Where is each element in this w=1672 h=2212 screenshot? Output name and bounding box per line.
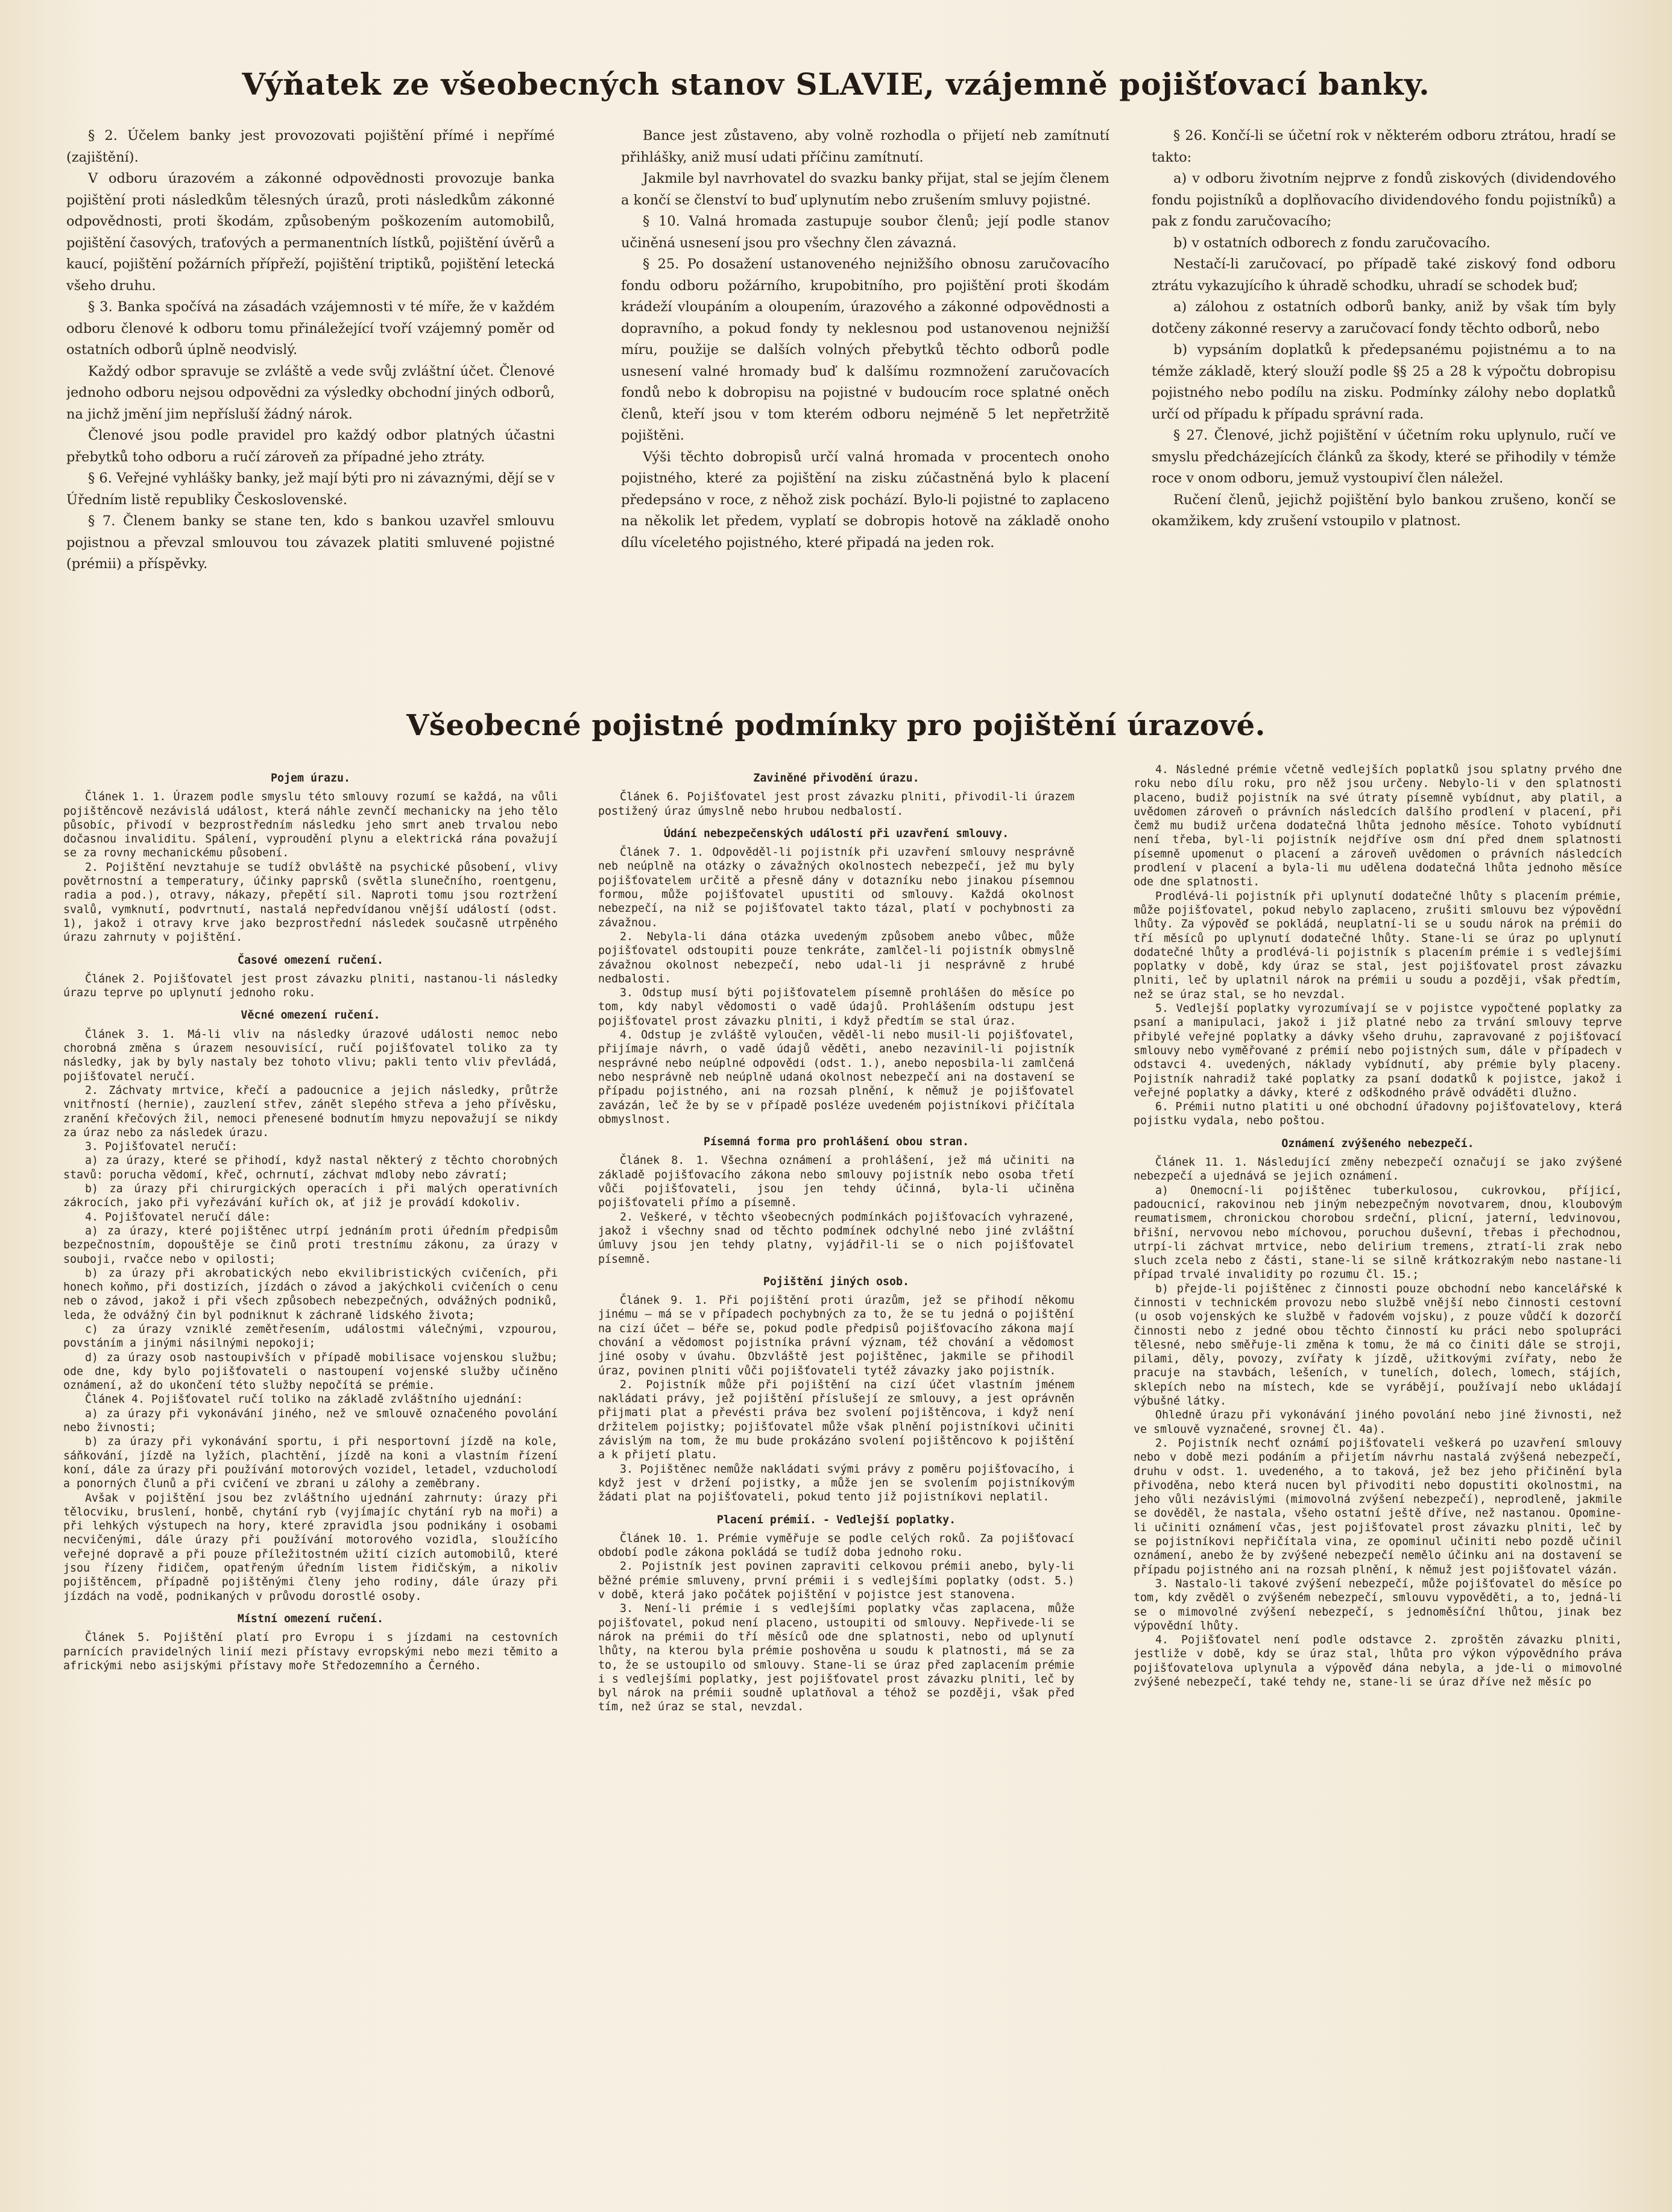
paragraph: 2. Pojištění nevztahuje se tudíž obvláště na psychické působení, vlivy povětrnostní a temperatury, účinky paprsků (světla slunečního, roentgenu, radia a pod.), otravy, nákazy, přepětí sil. Naproti tomu jsou roztržení svalů, vymknutí, podvrtnutí, nastalá nepředvídanou vnější událostí (odst. 1), jakož i otravy krve jako bezprostřední následek současně utrpěného úrazu zahrnuty v pojištění. xyxy=(63,861,558,944)
paragraph: Článek 1. 1. Úrazem podle smyslu této smlouvy rozumí se každá, na vůli pojištěncově nezávislá událost, která náhle zevnčí mechanicky na jeho tělo působíc, přivodí v bezprostředním následku jeho smrt aneb trvalou nebo dočasnou invaliditu. Spálení, vyproudění plynu a elektrická rána považují se za rovny mechanickému působení. xyxy=(63,791,558,860)
paragraph: a) za úrazy, které se přihodí, když nastal některý z těchto chorobných stavů: porucha vědomí, křeč, ochrnutí, záchvat mdloby nebo závratí; xyxy=(63,1154,558,1181)
paragraph: Avšak v pojištění jsou bez zvláštního ujednání zahrnuty: úrazy při tělocviku, bruslení, honbě, chytání ryb (vyjímajíc chytání ryb na moři) a při lehkých výstupech na hory, které zpravidla jsou podnikány i osobami necvičenými, dále úrazy při používání motorového vozidla, sloužícího veřejné dopravě a při pouze příležitostném užití cizích automobilů, které jsou řízeny řidičem, opatřeným úředním listem řidičským, a nikoliv pojištěncem, případně pojištěnými členy jeho rodiny, dále úrazy při jízdách na vodě, podnikaných v průvodu dorostlé osoby. xyxy=(63,1491,558,1603)
paragraph: 3. Pojištěnec nemůže nakládati svými právy z poměru pojišťovacího, i když jest v držení pojistky, a může jen se svolením pojistníkovým žádati plat na pojišťovateli, pokud tento již pojistníkovi neplatil. xyxy=(598,1462,1074,1504)
paragraph: § 6. Veřejné vyhlášky banky, jež mají býti pro ni závaznými, dějí se v Úředním listě republiky Československé. xyxy=(66,470,555,508)
paragraph: § 3. Banka spočívá na zásadách vzájemnosti v té míře, že v každém odboru členové k odboru tomu přináležející tvoří vzájemný poměr od ostatních odborů úplně neodvislý. xyxy=(66,299,555,358)
paragraph: Článek 8. 1. Všechna oznámení a prohlášení, jež má učiniti na základě pojišťovacího zákona nebo smlouvy pojistník nebo osoba třetí vůči pojišťovateli, jsou jen tehdy účinná, byla-li učiněna pojišťovateli přímo a písemně. xyxy=(598,1154,1074,1210)
conditions-title: Všeobecné pojistné podmínky pro pojištění úrazové. xyxy=(406,709,1266,742)
section-heading: Písemná forma pro prohlášení obou stran. xyxy=(703,1136,970,1149)
paragraph: Výši těchto dobropisů určí valná hromada v procentech onoho pojistného, které za pojištění na zisku zúčastněná bylo k placení předepsáno v roce, z něhož zisk pochází. Bylo-li pojistné to zaplaceno na několik let předem, vyplatí se dobropis hotově na základě onoho dílu víceletého pojistného, které připadá na jeden rok. xyxy=(621,449,1109,551)
paragraph: Článek 11. 1. Následující změny nebezpečí označují se jako zvýšené nebezpečí a ujednává se jejich oznámení. xyxy=(1134,1156,1622,1183)
paragraph: 2. Veškeré, v těchto všeobecných podmínkách pojišťovacích vyhrazené, jakož i všechny snad od těchto podmínek odchylné nebo jiné zvláštní úmluvy jsou jen tehdy platny, vyjádřil-li se o nich pojišťovatel písemně. xyxy=(598,1210,1074,1266)
paragraph: § 25. Po dosažení ustanoveného nejnižšího obnosu zaručovacího fondu odboru požárního, krupobitního, pro pojištění proti škodám krádeží vloupáním a oloupením, úrazového a zákonné odpovědnosti a dopravního, a pokud fondy ty neklesnou pod ustanovenou nejnižší míru, použije se dalších volných přebytků těchto odborů podle usnesení valné hromady buď k dalšímu rozmnožení zaručovacích fondů nebo k dobropisu na pojistné v budoucím roce splatné oněch členů, kteří jsou v tom kterém odboru nejméně 5 let nepřetržitě pojištěni. xyxy=(621,256,1109,443)
paragraph: V odboru úrazovém a zákonné odpovědnosti provozuje banka pojištění proti následkům tělesných úrazů, proti následkům zákonné odpovědnosti, proti škodám, způsobeným poškozením automobilů, pojištění časových, traťových a permanentních lístků, pojištění úvěrů a kaucí, pojištění požárních přípřeží, pojištění triptiků, pojištění letecká všeho druhu. xyxy=(66,171,555,294)
section-heading: Pojem úrazu. xyxy=(270,772,351,785)
paragraph: a) zálohou z ostatních odborů banky, aniž by však tím byly dotčeny zákonné reservy a zaručovací fondy těchto odborů, nebo xyxy=(1152,299,1616,337)
paragraph: 4. Následné prémie včetně vedlejších poplatků jsou splatny prvého dne roku nebo dílu roku, pro něž jsou určeny. Nebylo-li v den splatnosti placeno, budiž pojistník na své útraty písemně vybídnut, aby platil, a uvědomen zároveň o právních následcích dalšího prodlení v placení, při čemž mu budiž určena dodatečná lhůta jednoho měsíce. Tohoto vybídnutí není třeba, byl-li pojistník nejdříve osm dní před dnem splatnosti písemně upomenut o placení a zároveň uvědomen o právních následcích prodlení v placení a byla-li mu udělena dodatečná lhůta jednoho měsíce ode dne splatnosti. xyxy=(1134,763,1622,889)
paragraph: 2. Pojistník nechť oznámí pojišťovateli veškerá po uzavření smlouvy nebo v době mezi podáním a přijetím návrhu nastalá zvýšená nebezpečí, druhu v odst. 1. uvedeného, a to taková, jež bez jeho přičinění byla přivoděna, nebo která nucen byl přivoditi nebo dopustiti okolnostmi, na jeho vůli nezávislými (mimovolná zvýšení nebezpečí), neprodleně, jakmile se dověděl, že nastala, všeho ostatní ještě dříve, než nastanou. Opomine-li učiniti oznámení včas, jest pojišťovatel prost závazku plniti, leč by se pojistníkovi nepřičítala vina, ze opominul učiniti nebo pozdě učinil oznámení, anebo že by zvýšené nebezpečí nemělo účinku ani na dostavení se případu pojistného ani na rozsah plnění, k němuž jest pojišťovatel vázán. xyxy=(1134,1436,1622,1576)
paragraph: a) za úrazy, které pojištěnec utrpí jednáním proti úředním předpisům bezpečnostním, dopouštěje se činů proti trestnímu zákonu, za úrazy v souboji, rvačce nebo v opilosti; xyxy=(63,1224,558,1266)
paragraph: 6. Prémii nutno platiti u oné obchodní úřadovny pojišťovatelovy, která pojistku vydala, nebo poštou. xyxy=(1134,1101,1622,1128)
conditions-column-1 xyxy=(63,763,558,2192)
paragraph: 3. Odstup musí býti pojišťovatelem písemně prohlášen do měsíce po tom, kdy nabyl vědomosti o vadě údajů. Prohlášením odstupu jest pojišťovatel prost závazku plniti, i když předtím se stal úraz. xyxy=(598,987,1074,1028)
section-heading: Časové omezení ručení. xyxy=(237,953,384,967)
paragraph: Článek 9. 1. Při pojištění proti úrazům, jež se přihodí někomu jinému — má se v případech pochybných za to, že se tu jedná o pojištění na cizí účet — béře se, pokud podle předpisů pojišťovacího zákona mají chování a vědomost pojistníka právní význam, též chování a vědomost jiné osoby v úvahu. Obzvláště jest pojištěnec, jakmile se přihodil úraz, povinen plniti vůči pojišťovateli tytéž závazky jako pojistník. xyxy=(598,1294,1074,1377)
paragraph: 4. Pojišťovatel neručí dále: xyxy=(85,1210,271,1224)
paragraph: b) vypsáním doplatků k předepsanému pojistnému a to na témže základě, který slouží podle §§ 25 a 28 k výpočtu dobropisu pojistného nebo podílu na zisku. Podmínky zálohy nebo doplatků určí od případu k případu správní rada. xyxy=(1152,342,1616,422)
paragraph: b) přejde-li pojištěnec z činnosti pouze obchodní nebo kancelářské k činnosti v technickém provozu nebo službě vnější nebo činnosti cestovní (u osob vojenských ke službě v řadovém vojsku), z pouze vůdčí k dozorčí činnosti nebo z jedné obou těchto činností ku práci nebo spolupráci tělesné, nebo směřuje-li změna k tomu, že má co činiti dále se stroji, pilami, děly, povozy, zvířaty k jízdě, užitkovými zvířaty, nebo že pracuje na stavbách, lešeních, v tunelích, dolech, lomech, stájích, sklepích nebo na místech, kde se vyrábějí, používají nebo ukládají výbušné látky. xyxy=(1134,1282,1622,1408)
section-heading: Věcné omezení ručení. xyxy=(241,1009,380,1022)
paragraph: 5. Vedlejší poplatky vyrozumívají se v pojistce vypočtené poplatky za psaní a manipulaci, jakož i již platné nebo za trvání smlouvy teprve přibylé veřejné poplatky a dávky všeho druhu, zapravované z pojišťovací smlouvy nebo vyměřované z prémií nebo pojistných sum, dále v případech v odstavci 4. uvedených, náklady vybídnutí, aby prémie byly placeny. Pojistník nahradiž také poplatky za psaní dodatků k pojistce, jakož i veřejné poplatky a dávky, které z odškodného právě odváděti dlužno. xyxy=(1134,1002,1622,1099)
section-heading: Místní omezení ručení. xyxy=(237,1612,384,1625)
paragraph: a) v odboru životním nejprve z fondů ziskových (dividendového fondu pojistníků a doplňovacího dividendového fondu pojistníků) a pak z fondu zaručovacího; xyxy=(1152,171,1616,229)
paragraph: Článek 4. Pojišťovatel ručí toliko na základě zvláštního ujednání: xyxy=(85,1393,523,1406)
paragraph: 3. Pojišťovatel neručí: xyxy=(85,1140,238,1154)
conditions-column-3 xyxy=(1134,763,1622,2192)
section-heading: Zaviněné přivodění úrazu. xyxy=(753,772,920,785)
paragraph: Článek 6. Pojišťovatel jest prost závazku plniti, přivodil-li úrazem postižený úraz úmyslně nebo hrubou nedbalostí. xyxy=(598,791,1074,818)
paragraph: Členové jsou podle pravidel pro každý odbor platných účastni přebytků toho odboru a ručí zároveň za případné jeho ztráty. xyxy=(66,428,555,465)
paragraph: § 27. Členové, jichž pojištění v účetním roku uplynulo, ručí ve smyslu předcházejících článků za škody, které se přihodily v témže roce v onom odboru, jemuž vystoupiví člen náležel. xyxy=(1152,428,1616,486)
paragraph: § 10. Valná hromada zastupuje soubor členů; její podle stanov učiněná usnesení jsou pro všechny člen závazná. xyxy=(621,213,1109,251)
conditions-column-2 xyxy=(598,763,1074,2192)
paragraph: 2. Nebyla-li dána otázka uvedeným způsobem anebo vůbec, může pojišťovatel odstoupiti pouze tenkráte, zamlčel-li pojistník obmyslně závažnou okolnost nebezpečí, nebo udal-li ji nesprávně z hrubé nedbalosti. xyxy=(598,930,1074,985)
paragraph: a) za úrazy při vykonávání jiného, než ve smlouvě označeného povolání nebo živnosti; xyxy=(63,1407,558,1435)
paragraph: Ohledně úrazu při vykonávání jiného povolání nebo jiné živnosti, než ve smlouvě vyznačené, srovnej čl. 4a). xyxy=(1134,1409,1622,1436)
paragraph: 3. Není-li prémie i s vedlejšími poplatky včas zaplacena, může pojišťovatel, pokud není placeno, ustoupiti od smlouvy. Nepřivede-li se nárok na prémii do tří měsíců ode dne splatnosti, nebo od uplynutí lhůty, na kterou byla prémie poshověna u soudu k platnosti, má se za to, že se ustoupilo od smlouvy. Stane-li se úraz před zaplacením prémie i s vedlejšími poplatky, jest pojišťovatel prost závazku plniti, leč by byl nárok na prémii soudně uplatňoval a téhož se později, však před tím, než úraz se stal, nevzdal. xyxy=(598,1602,1074,1714)
paragraph: Článek 2. Pojišťovatel jest prost závazku plniti, nastanou-li následky úrazu teprve po uplynutí jednoho roku. xyxy=(63,972,558,1000)
paragraph: d) za úrazy osob nastoupivších v případě mobilisace vojenskou službu; ode dne, kdy bylo pojišťovateli o nastoupení vojenské služby učiněno oznámení, až do ukončení této služby nepočítá se prémie. xyxy=(63,1351,558,1392)
statutes-column-1 xyxy=(66,125,555,668)
paragraph: Článek 3. 1. Má-li vliv na následky úrazové události nemoc nebo chorobná změna s úrazem nesouvisící, ručí pojišťovatel toliko za ty následky, jak by byly nastaly bez tohoto vlivu; pakli tento vliv převládá, pojišťovatel neručí. xyxy=(63,1028,558,1083)
paragraph: 4. Pojišťovatel není podle odstavce 2. zproštěn závazku plniti, jestliže v době, kdy se úraz stal, lhůta pro výkon výpovědního práva pojišťovatelova uplynula a výpověď dána nebyla, a jde-li o mimovolné zvýšené nebezpečí, také tehdy ne, stane-li se úraz dříve než měsíc po xyxy=(1134,1634,1622,1689)
statutes-column-2 xyxy=(621,125,1109,668)
excerpt-title: Výňatek ze všeobecných stanov SLAVIE, vzájemně pojišťovací banky. xyxy=(242,66,1430,102)
statutes-column-3 xyxy=(1152,125,1616,668)
paragraph: Nestačí-li zaručovací, po případě také ziskový fond odboru ztrátu vykazujícího k úhradě schodku, uhradí se schodek buď; xyxy=(1152,256,1616,294)
paragraph: § 7. Členem banky se stane ten, kdo s bankou uzavřel smlouvu pojistnou a převzal smlouvou tou závazek platiti smluvené pojistné (prémii) a příspěvky. xyxy=(66,513,555,572)
section-heading: Placení prémií. - Vedlejší poplatky. xyxy=(716,1513,956,1526)
paragraph: 3. Nastalo-li takové zvýšení nebezpečí, může pojišťovatel do měsíce po tom, kdy zvěděl o zvýšeném nebezpečí, smlouvu vypověděti, a to, jedná-li se o mimovolné zvýšení nebezpečí, s jednoměsíční lhůtou, jinak bez výpovědní lhůty. xyxy=(1134,1577,1622,1632)
paragraph: b) v ostatních odborech z fondu zaručovacího. xyxy=(1173,235,1491,251)
paragraph: Článek 7. 1. Odpověděl-li pojistník při uzavření smlouvy nesprávně neb neúplně na otázky o závažných okolnostech nebezpečí, jež mu byly pojišťovatelem určitě a přesně dány v dotazníku nebo jinakou písemnou formou, může pojišťovatel upustiti od smlouvy. Každá okolnost nebezpečí, na niž se pojišťovatel takto tázal, platí v pochybnosti za závažnou. xyxy=(598,846,1074,929)
paragraph: 2. Pojistník jest povinen zapraviti celkovou prémii anebo, byly-li běžné prémie smluveny, první prémii i s vedlejšími poplatky (odst. 5.) v době, která jako počátek pojištění v pojistce jest stanovena. xyxy=(598,1560,1074,1602)
section-heading: Oznámení zvýšeného nebezpečí. xyxy=(1281,1137,1474,1150)
paragraph: 4. Odstup je zvláště vyloučen, věděl-li nebo musil-li pojišťovatel, přijímaje návrh, o vadě údajů věděti, anebo nezavinil-li pojistník nesprávné nebo neúplné odpovědi (odst. 1.), anebo neposbila-li zamlčená nebo nesprávně neb neúplně udaná okolnost nebezpečí ani na dostavení se případu pojistného, ani na rozsah plnění, k němuž je pojišťovatel zavázán, leč že by se v případě posléze uvedeném pojistníkovi přičítala obmyslnost. xyxy=(598,1029,1074,1126)
paragraph: c) za úrazy vzniklé zemětřesením, událostmi válečnými, vzpourou, povstáním a jinými násilnými nepokoji; xyxy=(63,1322,558,1350)
paragraph: 2. Záchvaty mrtvice, křečí a padoucnice a jejich následky, průtrže vnitřností (hernie), zauzlení střev, zánět slepého střeva a jeho přívěsku, zranění křečových žil, nemoci přenesené bodnutím hmyzu nepovažují se nikdy za úraz nebo za následek úrazu. xyxy=(63,1084,558,1139)
section-heading: Údání nebezpečenských událostí při uzavření smlouvy. xyxy=(663,827,1009,840)
paragraph: Bance jest zůstaveno, aby volně rozhodla o přijetí neb zamítnutí přihlášky, aniž musí udati příčinu zamítnutí. xyxy=(621,128,1109,165)
paragraph: 2. Pojistník může při pojištění na cizí účet vlastním jménem nakládati právy, jež pojištění příslušejí ze smlouvy, a jest oprávněn přijmati plat a převésti práva bez svolení pojištěncova, i když není držitelem pojistky; pojišťovatel může však plnění pojistníkovi učiniti závislým na tom, že mu bude prokázáno svolení pojištěncovo k pojištění a k přijetí platu. xyxy=(598,1378,1074,1462)
paragraph: Jakmile byl navrhovatel do svazku banky přijat, stal se jejím členem a končí se členství to buď uplynutím nebo zrušením smluvy pojistné. xyxy=(621,171,1109,208)
paragraph: b) za úrazy při chirurgických operacích i při malých operativních zákrocích, jako při vyřezávání kuřích ok, ať již je provádí kdokoliv. xyxy=(63,1183,558,1210)
paragraph: § 26. Končí-li se účetní rok v některém odboru ztrátou, hradí se takto: xyxy=(1152,128,1616,165)
section-heading: Pojištění jiných osob. xyxy=(763,1275,910,1288)
paragraph: b) za úrazy při vykonávání sportu, i při nesportovní jízdě na kole, sáňkování, jízdě na lyžích, plachtění, jízdě na koni a vlastním řízení koní, dále za úrazy při používání motorových vozidel, letadel, vzducholodí a ponorných člunů a při cvičení ve zbrani u zálohy a zeměbrany. xyxy=(63,1435,558,1491)
paragraph: § 2. Účelem banky jest provozovati pojištění přímé i nepřímé (zajištění). xyxy=(66,128,555,165)
paragraph: Prodlévá-li pojistník při uplynutí dodatečné lhůty s placením prémie, může pojišťovatel, pokud nebylo zaplaceno, zrušiti smlouvu bez výpovědní lhůty. Za výpověď se pokládá, neuplatní-li se u soudu nárok na prémii do tří měsíců po uplynutí dodatečné lhůty. Stane-li se úraz po uplynutí dodatečné lhůty a prodlévá-li pojistník s placením prémie i s vedlejšími poplatky v době, kdy úraz se stal, jest pojišťovatel prost závazku plniti, leč by uplatnil nárok na prémii u soudu a později, však předtím, než se úraz stal, se ho nevzdal. xyxy=(1134,890,1622,1001)
paragraph: Každý odbor spravuje se zvláště a vede svůj zvláštní účet. Členové jednoho odboru nejsou odpovědni za výsledky obchodní jiných odborů, na jichž jmění jim nepřísluší žádný nárok. xyxy=(66,363,555,422)
paragraph: Článek 10. 1. Prémie vyměřuje se podle celých roků. Za pojišťovací období podle zákona pokládá se tudíž doba jednoho roku. xyxy=(598,1532,1074,1559)
paragraph: a) Onemocní-li pojištěnec tuberkulosou, cukrovkou, příjicí, padoucnicí, rakovinou neb jiným nebezpečným novotvarem, dnou, kloubovým reumatismem, chronickou chorobou srdeční, plicní, jaterní, ledvinovou, břišní, nervovou nebo míchovou, poruchou duševní, třebas i přechodnou, utrpí-li záchvat mrtvice, nebo delirium tremens, ztratí-li zrak nebo sluch zcela nebo z části, stane-li se silně krátkozrakým nebo nastane-li případ trvalé invalidity po rozumu čl. 15.; xyxy=(1134,1184,1622,1281)
paragraph: b) za úrazy při akrobatických nebo ekvilibristických cvičeních, při honech koňmo, při dostizích, jízdách o závod a jakýchkoli cvičeních o cenu neb o závod, jakož i při všech způsobech nebezpečných, odvážných podniků, leda, že odvážný čin byl podniknut k záchraně lidského života; xyxy=(63,1266,558,1322)
paragraph: Článek 5. Pojištění platí pro Evropu i s jízdami na cestovních parnících pravidelných linií mezi přístavy evropskými nebo mezi těmito a africkými nebo asijskými přístavy moře Středozemního a Černého. xyxy=(63,1631,558,1672)
paragraph: Ručení členů, jejichž pojištění bylo bankou zrušeno, končí se okamžikem, kdy zrušení vstoupilo v platnost. xyxy=(1152,491,1616,529)
